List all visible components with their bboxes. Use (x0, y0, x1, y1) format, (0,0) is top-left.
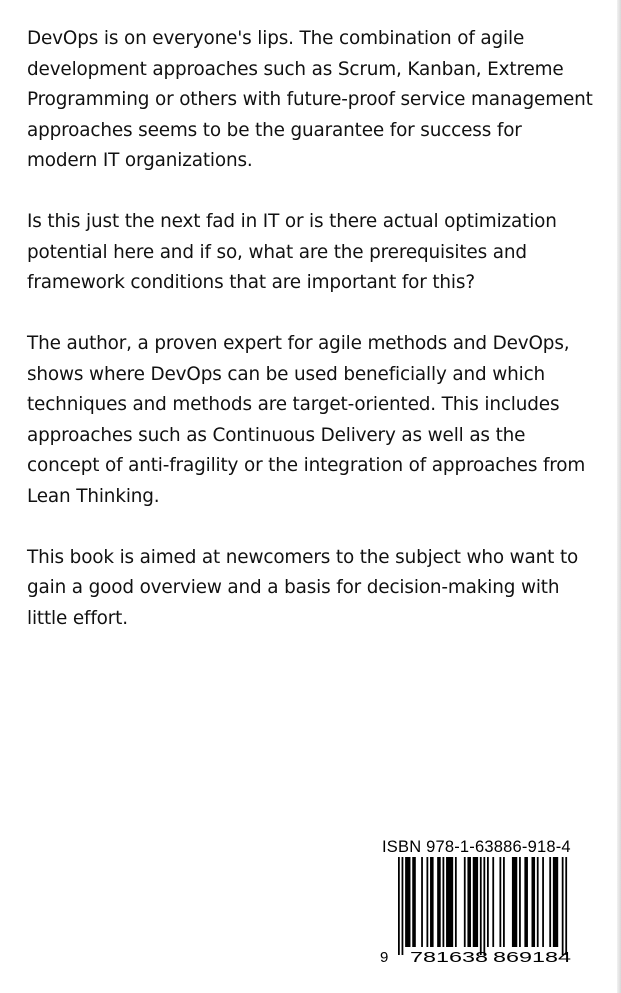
barcode-bar (473, 857, 478, 947)
barcode-bar (455, 857, 457, 947)
barcode-bar (426, 857, 428, 947)
barcode-bar (549, 857, 551, 947)
blurb-paragraph-2: Is this just the next fad in IT or is there actual optimization potential here and if so, what are the prerequisites and framework conditions that are important for this? (27, 211, 557, 293)
barcode-bar (532, 857, 536, 947)
barcode-guard-bar (562, 857, 564, 955)
barcode-guard-bar (565, 857, 567, 955)
barcode-bar (467, 857, 471, 947)
barcode-bar (542, 857, 544, 947)
isbn-barcode (378, 835, 588, 971)
blurb-paragraph-3: The author, a proven expert for agile methods and DevOps, shows where DevOps can be used beneficially and which techniques and methods are target-oriented. This includes approaches such as Continuous Delivery as well as the concept of anti-fragility or the integration of approaches from Lean Thinking. (27, 333, 586, 507)
barcode-bar (464, 857, 466, 947)
barcode-guard-bar (402, 857, 404, 955)
barcode-left-digits: 781638 (410, 949, 488, 966)
barcode-lead-digit: 9 (380, 949, 389, 966)
barcode-bar (446, 857, 453, 947)
barcode-bar (537, 857, 539, 947)
barcode-bar (553, 857, 558, 947)
barcode-guard-bar (398, 857, 400, 955)
barcode-bar (499, 857, 501, 947)
barcode-bar (519, 857, 521, 947)
page-edge (617, 0, 621, 993)
isbn-label: ISBN 978-1-63886-918-4 (382, 838, 571, 856)
barcode-guard-bar (480, 857, 482, 955)
blurb-paragraph-4: This book is aimed at newcomers to the subject who want to gain a good overview and a basis for decision-making with little effort. (27, 546, 579, 629)
barcode-bar (524, 857, 528, 947)
barcode-bar (492, 857, 494, 947)
barcode-bar (443, 857, 445, 947)
back-cover-blurb (27, 24, 597, 665)
barcode-guard-bar (483, 857, 485, 955)
barcode-bar (437, 857, 441, 947)
barcode-bar (487, 857, 489, 947)
barcode-right-digits: 869184 (493, 949, 571, 966)
barcode-bar (421, 857, 423, 947)
barcode-bar (412, 857, 416, 947)
barcode-graphic (378, 835, 588, 971)
barcode-bar (512, 857, 517, 947)
barcode-bars (398, 857, 567, 955)
barcode-bar (503, 857, 505, 947)
blurb-paragraph-1: DevOps is on everyone's lips. The combination of agile development approaches such as Scrum, Kanban, Extreme Programming or others with future-proof service management approaches seems to be the guarantee for success for modern IT organizations. (27, 28, 593, 171)
barcode-bar (405, 857, 410, 947)
barcode-bar (430, 857, 434, 947)
